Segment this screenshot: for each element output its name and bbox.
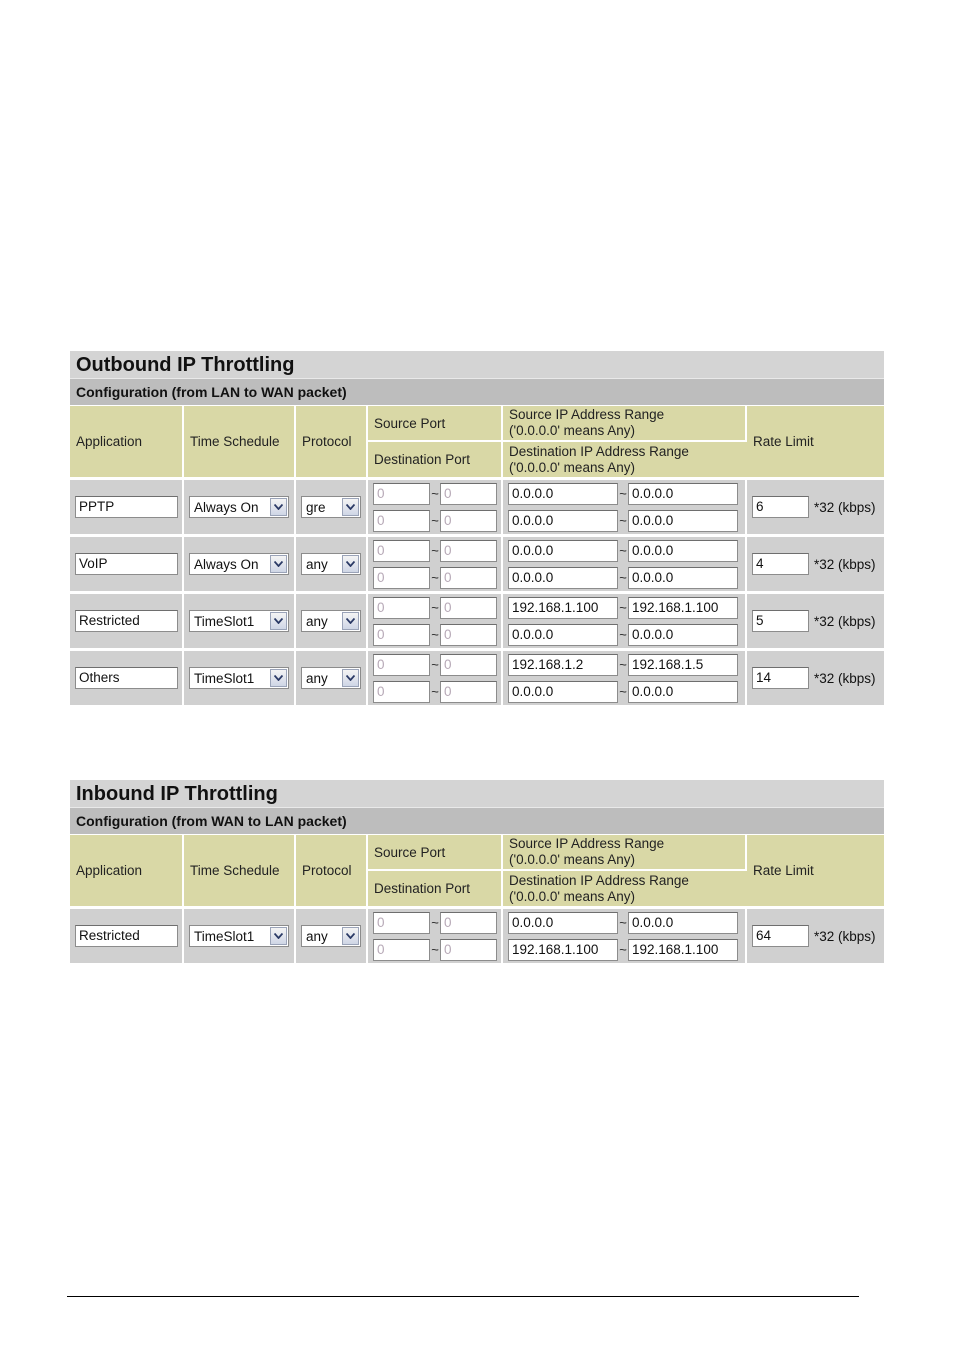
application-input[interactable]: Others — [75, 667, 178, 689]
time-schedule-value: TimeSlot1 — [194, 670, 255, 686]
destination-port-to-input[interactable]: 0 — [440, 510, 497, 532]
chevron-down-icon[interactable] — [342, 612, 359, 630]
destination-ip-from-input[interactable]: 0.0.0.0 — [508, 624, 618, 646]
protocol-value: any — [306, 670, 328, 686]
protocol-value: any — [306, 556, 328, 572]
source-port-to-input[interactable]: 0 — [440, 654, 497, 676]
range-separator: ~ — [619, 570, 627, 585]
inbound-rows — [70, 906, 884, 963]
source-ip-range — [508, 537, 745, 564]
header-source-ip-range-line2: ('0.0.0.0' means Any) — [509, 852, 635, 867]
time-schedule-cell — [184, 534, 296, 591]
source-ip-from-input[interactable]: 192.168.1.100 — [508, 597, 618, 619]
header-destination-port: Destination Port — [368, 870, 503, 906]
port-cell — [368, 648, 503, 705]
protocol-select[interactable] — [301, 925, 361, 947]
port-cell — [368, 591, 503, 648]
protocol-value: any — [306, 928, 328, 944]
application-input[interactable]: Restricted — [75, 610, 178, 632]
range-separator: ~ — [619, 543, 627, 558]
range-separator: ~ — [619, 513, 627, 528]
source-port-range — [373, 594, 501, 621]
throttle-row — [70, 591, 884, 648]
time-schedule-select[interactable] — [189, 610, 289, 632]
time-schedule-value: TimeSlot1 — [194, 928, 255, 944]
header-time-schedule: Time Schedule — [184, 834, 296, 906]
header-source-ip-range-line2: ('0.0.0.0' means Any) — [509, 423, 635, 438]
chevron-down-icon[interactable] — [342, 669, 359, 687]
destination-port-range — [373, 936, 501, 963]
protocol-select[interactable] — [301, 496, 361, 518]
source-ip-range — [508, 909, 745, 936]
chevron-down-icon[interactable] — [270, 669, 287, 687]
protocol-cell — [296, 534, 368, 591]
application-cell — [70, 534, 184, 591]
chevron-down-icon[interactable] — [342, 927, 359, 945]
rate-limit-cell — [747, 534, 884, 591]
outbound-rows — [70, 477, 884, 705]
application-input[interactable]: Restricted — [75, 925, 178, 947]
range-separator: ~ — [431, 627, 439, 642]
source-port-range — [373, 537, 501, 564]
range-separator: ~ — [431, 684, 439, 699]
destination-ip-to-input[interactable]: 192.168.1.100 — [628, 939, 738, 961]
page-footer-rule — [67, 1296, 859, 1297]
destination-port-from-input[interactable]: 0 — [373, 510, 430, 532]
source-port-from-input[interactable]: 0 — [373, 540, 430, 562]
header-source-ip-range — [503, 405, 747, 441]
header-protocol: Protocol — [296, 405, 368, 477]
time-schedule-cell — [184, 648, 296, 705]
header-source-port: Source Port — [368, 405, 503, 441]
protocol-value: any — [306, 613, 328, 629]
destination-port-to-input[interactable]: 0 — [440, 567, 497, 589]
time-schedule-select[interactable] — [189, 667, 289, 689]
header-dest-ip-range-line1: Destination IP Address Range — [509, 443, 689, 459]
source-ip-from-input[interactable]: 0.0.0.0 — [508, 540, 618, 562]
time-schedule-value: Always On — [194, 499, 259, 515]
header-destination-ip-range — [503, 870, 747, 906]
protocol-select[interactable] — [301, 610, 361, 632]
range-separator: ~ — [619, 600, 627, 615]
time-schedule-cell — [184, 906, 296, 963]
range-separator: ~ — [431, 486, 439, 501]
header-dest-ip-range-line2: ('0.0.0.0' means Any) — [509, 888, 635, 904]
rate-limit-group — [752, 553, 884, 575]
source-ip-range — [508, 480, 745, 507]
range-separator: ~ — [431, 942, 439, 957]
destination-ip-range — [508, 507, 745, 534]
destination-ip-range — [508, 678, 745, 705]
protocol-select[interactable] — [301, 667, 361, 689]
source-ip-to-input[interactable]: 192.168.1.5 — [628, 654, 738, 676]
destination-port-range — [373, 507, 501, 534]
rate-limit-input[interactable]: 5 — [752, 610, 809, 632]
protocol-value: gre — [306, 499, 326, 515]
outbound-table — [70, 405, 884, 705]
throttle-row — [70, 477, 884, 534]
outbound-title: Outbound IP Throttling — [70, 351, 884, 379]
rate-limit-input[interactable]: 64 — [752, 925, 809, 947]
source-port-from-input[interactable]: 0 — [373, 597, 430, 619]
destination-ip-from-input[interactable]: 0.0.0.0 — [508, 510, 618, 532]
protocol-cell — [296, 477, 368, 534]
ip-range-cell — [503, 591, 747, 648]
application-cell — [70, 591, 184, 648]
outbound-throttling-panel — [70, 351, 884, 705]
outbound-subtitle: Configuration (from LAN to WAN packet) — [70, 379, 884, 405]
range-separator: ~ — [619, 915, 627, 930]
source-ip-to-input[interactable]: 0.0.0.0 — [628, 483, 738, 505]
chevron-down-icon[interactable] — [270, 555, 287, 573]
ip-range-cell — [503, 648, 747, 705]
source-ip-from-input[interactable]: 0.0.0.0 — [508, 912, 618, 934]
throttle-row — [70, 534, 884, 591]
range-separator: ~ — [431, 570, 439, 585]
inbound-subtitle: Configuration (from WAN to LAN packet) — [70, 808, 884, 834]
throttle-row — [70, 906, 884, 963]
source-ip-to-input[interactable]: 0.0.0.0 — [628, 912, 738, 934]
source-port-range — [373, 909, 501, 936]
destination-port-range — [373, 621, 501, 648]
destination-port-to-input[interactable]: 0 — [440, 681, 497, 703]
destination-ip-to-input[interactable]: 0.0.0.0 — [628, 624, 738, 646]
rate-limit-cell — [747, 906, 884, 963]
range-separator: ~ — [619, 627, 627, 642]
header-dest-ip-range-line1: Destination IP Address Range — [509, 872, 689, 888]
range-separator: ~ — [431, 543, 439, 558]
rate-limit-input[interactable]: 14 — [752, 667, 809, 689]
port-cell — [368, 477, 503, 534]
destination-ip-from-input[interactable]: 192.168.1.100 — [508, 939, 618, 961]
header-dest-ip-range-line2: ('0.0.0.0' means Any) — [509, 459, 635, 475]
ip-range-cell — [503, 906, 747, 963]
destination-ip-range — [508, 621, 745, 648]
destination-port-range — [373, 678, 501, 705]
time-schedule-cell — [184, 477, 296, 534]
source-port-from-input[interactable]: 0 — [373, 654, 430, 676]
source-port-to-input[interactable]: 0 — [440, 912, 497, 934]
rate-limit-input[interactable]: 4 — [752, 553, 809, 575]
rate-limit-cell — [747, 591, 884, 648]
application-input[interactable]: VoIP — [75, 553, 178, 575]
source-ip-to-input[interactable]: 0.0.0.0 — [628, 540, 738, 562]
throttle-row — [70, 648, 884, 705]
ip-range-cell — [503, 477, 747, 534]
destination-ip-to-input[interactable]: 0.0.0.0 — [628, 681, 738, 703]
chevron-down-icon[interactable] — [270, 498, 287, 516]
port-cell — [368, 906, 503, 963]
rate-unit-label: *32 (kbps) — [814, 928, 876, 944]
header-destination-port: Destination Port — [368, 441, 503, 477]
port-cell — [368, 534, 503, 591]
source-port-from-input[interactable]: 0 — [373, 483, 430, 505]
chevron-down-icon[interactable] — [342, 555, 359, 573]
time-schedule-select[interactable] — [189, 496, 289, 518]
source-ip-from-input[interactable]: 192.168.1.2 — [508, 654, 618, 676]
rate-limit-group — [752, 610, 884, 632]
rate-limit-cell — [747, 648, 884, 705]
time-schedule-select[interactable] — [189, 925, 289, 947]
chevron-down-icon[interactable] — [342, 498, 359, 516]
inbound-throttling-panel — [70, 780, 884, 963]
destination-port-to-input[interactable]: 0 — [440, 624, 497, 646]
header-destination-ip-range — [503, 441, 747, 477]
range-separator: ~ — [619, 942, 627, 957]
application-cell — [70, 906, 184, 963]
range-separator: ~ — [619, 684, 627, 699]
destination-port-from-input[interactable]: 0 — [373, 567, 430, 589]
range-separator: ~ — [431, 600, 439, 615]
application-cell — [70, 648, 184, 705]
source-ip-to-input[interactable]: 192.168.1.100 — [628, 597, 738, 619]
destination-port-range — [373, 564, 501, 591]
range-separator: ~ — [431, 513, 439, 528]
header-time-schedule: Time Schedule — [184, 405, 296, 477]
header-source-port: Source Port — [368, 834, 503, 870]
rate-limit-group — [752, 667, 884, 689]
destination-ip-to-input[interactable]: 0.0.0.0 — [628, 510, 738, 532]
destination-port-from-input[interactable]: 0 — [373, 624, 430, 646]
source-port-to-input[interactable]: 0 — [440, 597, 497, 619]
destination-ip-from-input[interactable]: 0.0.0.0 — [508, 681, 618, 703]
range-separator: ~ — [431, 915, 439, 930]
rate-unit-label: *32 (kbps) — [814, 613, 876, 629]
header-rate-limit: Rate Limit — [747, 834, 884, 906]
ip-range-cell — [503, 534, 747, 591]
source-ip-from-input[interactable]: 0.0.0.0 — [508, 483, 618, 505]
destination-port-to-input[interactable]: 0 — [440, 939, 497, 961]
rate-limit-group — [752, 925, 884, 947]
destination-ip-from-input[interactable]: 0.0.0.0 — [508, 567, 618, 589]
range-separator: ~ — [619, 657, 627, 672]
time-schedule-cell — [184, 591, 296, 648]
time-schedule-select[interactable] — [189, 553, 289, 575]
inbound-table — [70, 834, 884, 963]
rate-unit-label: *32 (kbps) — [814, 556, 876, 572]
application-input[interactable]: PPTP — [75, 496, 178, 518]
time-schedule-value: Always On — [194, 556, 259, 572]
protocol-cell — [296, 648, 368, 705]
range-separator: ~ — [619, 486, 627, 501]
source-port-to-input[interactable]: 0 — [440, 540, 497, 562]
application-cell — [70, 477, 184, 534]
destination-port-from-input[interactable]: 0 — [373, 939, 430, 961]
source-port-from-input[interactable]: 0 — [373, 912, 430, 934]
header-protocol: Protocol — [296, 834, 368, 906]
time-schedule-value: TimeSlot1 — [194, 613, 255, 629]
chevron-down-icon[interactable] — [270, 612, 287, 630]
source-port-range — [373, 480, 501, 507]
header-source-ip-range-line1: Source IP Address Range — [509, 407, 665, 422]
destination-ip-range — [508, 936, 745, 963]
source-port-to-input[interactable]: 0 — [440, 483, 497, 505]
inbound-title: Inbound IP Throttling — [70, 780, 884, 808]
header-rate-limit: Rate Limit — [747, 405, 884, 477]
header-application: Application — [70, 834, 184, 906]
header-source-ip-range — [503, 834, 747, 870]
source-port-range — [373, 651, 501, 678]
rate-limit-input[interactable]: 6 — [752, 496, 809, 518]
destination-ip-range — [508, 564, 745, 591]
rate-limit-cell — [747, 477, 884, 534]
destination-ip-to-input[interactable]: 0.0.0.0 — [628, 567, 738, 589]
rate-unit-label: *32 (kbps) — [814, 670, 876, 686]
source-ip-range — [508, 594, 745, 621]
protocol-select[interactable] — [301, 553, 361, 575]
chevron-down-icon[interactable] — [270, 927, 287, 945]
range-separator: ~ — [431, 657, 439, 672]
source-ip-range — [508, 651, 745, 678]
protocol-cell — [296, 906, 368, 963]
rate-unit-label: *32 (kbps) — [814, 499, 876, 515]
rate-limit-group — [752, 496, 884, 518]
header-application: Application — [70, 405, 184, 477]
header-source-ip-range-line1: Source IP Address Range — [509, 836, 665, 851]
destination-port-from-input[interactable]: 0 — [373, 681, 430, 703]
protocol-cell — [296, 591, 368, 648]
